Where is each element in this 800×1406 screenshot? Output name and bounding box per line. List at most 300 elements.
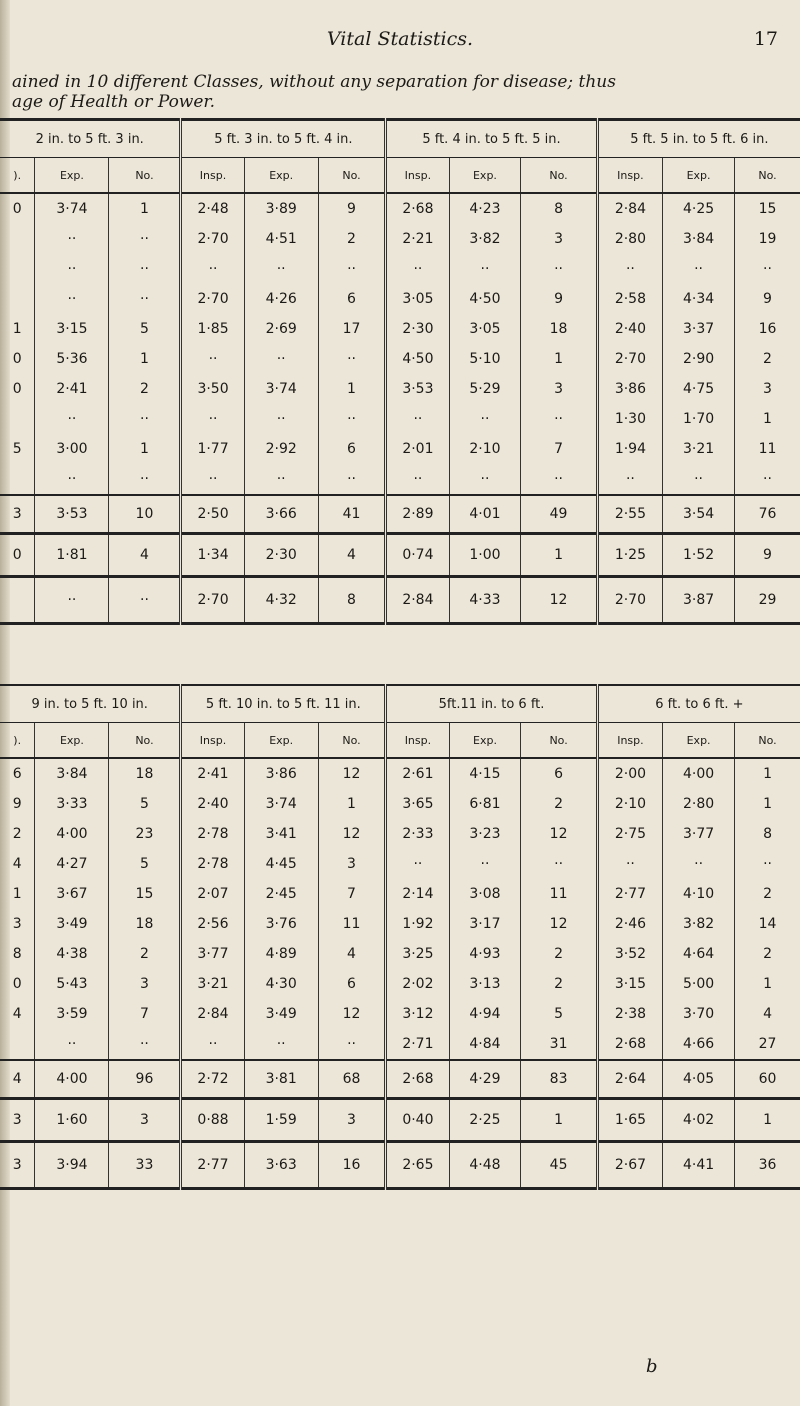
table-cell: 19 xyxy=(735,224,800,254)
table-cell: 2·67 xyxy=(597,1142,662,1189)
table-cell: 3 xyxy=(735,374,800,404)
table-cell: 9 xyxy=(735,534,800,577)
table-cell: 1 xyxy=(109,434,181,464)
table-cell: 3·94 xyxy=(35,1142,109,1189)
table-cell: 7 xyxy=(318,879,386,909)
table-cell: 4·15 xyxy=(449,758,521,789)
table-cell: 1·94 xyxy=(597,434,662,464)
table-cell xyxy=(0,1029,35,1060)
table-cell: 2·68 xyxy=(597,1029,662,1060)
table-cell: 9 xyxy=(318,193,386,224)
table-row xyxy=(0,789,800,819)
table-row xyxy=(0,374,800,404)
table-cell: ·· xyxy=(449,464,521,495)
table-cell: ·· xyxy=(244,344,318,374)
table-cell: 2·68 xyxy=(386,193,449,224)
table-cell: 3·84 xyxy=(35,758,109,789)
table-row xyxy=(0,758,800,789)
table-cell: 4·50 xyxy=(449,284,521,314)
table-cell: 2·89 xyxy=(386,495,449,534)
table-cell: ·· xyxy=(181,1029,244,1060)
table-cell: 5·00 xyxy=(663,969,735,999)
table-cell: 5·29 xyxy=(449,374,521,404)
table-cell: 4·00 xyxy=(35,819,109,849)
table-cell: 4·51 xyxy=(244,224,318,254)
table-cell: 8 xyxy=(12,946,22,962)
table-cell: 3·23 xyxy=(449,819,521,849)
height-class-header: 6 ft. to 6 ft. + xyxy=(597,685,800,723)
table-cell: 15 xyxy=(109,879,181,909)
summary-row xyxy=(0,1099,800,1142)
table-cell: 4·34 xyxy=(663,284,735,314)
table-cell: 1 xyxy=(521,534,597,577)
table-cell: ·· xyxy=(318,254,386,284)
table-cell: 2·72 xyxy=(181,1060,244,1099)
table-cell: 12 xyxy=(318,758,386,789)
height-class-header: 5 ft. 10 in. to 5 ft. 11 in. xyxy=(181,685,386,723)
table-cell: 4 xyxy=(735,999,800,1029)
table-cell: ·· xyxy=(386,404,449,434)
table-cell: 1·30 xyxy=(597,404,662,434)
table-cell: 45 xyxy=(521,1142,597,1189)
table-cell: 3·77 xyxy=(181,939,244,969)
table-cell: ·· xyxy=(181,404,244,434)
table-cell: 4·23 xyxy=(449,193,521,224)
table-cell: 2·33 xyxy=(386,819,449,849)
table-cell: ·· xyxy=(318,1029,386,1060)
vital-capacity-table-upper xyxy=(0,118,800,625)
table-cell: ·· xyxy=(597,254,662,284)
table-cell: 1 xyxy=(109,344,181,374)
table-cell: ·· xyxy=(35,224,109,254)
table-cell: 2·02 xyxy=(386,969,449,999)
table-cell: 4 xyxy=(0,1060,35,1099)
table-cell: ·· xyxy=(181,254,244,284)
table-cell: 18 xyxy=(109,758,181,789)
table-cell: ·· xyxy=(35,284,109,314)
table-cell: 36 xyxy=(735,1142,800,1189)
table-cell: 4·41 xyxy=(663,1142,735,1189)
table-cell: ·· xyxy=(109,284,181,314)
table-row xyxy=(0,969,800,999)
table-cell: ·· xyxy=(386,254,449,284)
table-cell: 2 xyxy=(735,344,800,374)
table-cell: 1·25 xyxy=(597,534,662,577)
table-cell: 2·61 xyxy=(386,758,449,789)
table-cell: 8 xyxy=(521,193,597,224)
table-cell: 1·70 xyxy=(663,404,735,434)
table-cell: 3·21 xyxy=(663,434,735,464)
table-cell: 15 xyxy=(735,193,800,224)
table-cell: 2·80 xyxy=(663,789,735,819)
column-header: No. xyxy=(521,723,597,759)
table-row xyxy=(0,193,800,224)
table-cell: 3·86 xyxy=(244,758,318,789)
table-cell: ·· xyxy=(109,404,181,434)
table-cell: 5·43 xyxy=(35,969,109,999)
table-cell: ·· xyxy=(109,224,181,254)
table-cell: ·· xyxy=(449,404,521,434)
table-cell: 3 xyxy=(521,374,597,404)
table-cell: 4·94 xyxy=(449,999,521,1029)
column-header: Exp. xyxy=(35,158,109,194)
table-cell: 9 xyxy=(735,284,800,314)
table-cell: 2·90 xyxy=(663,344,735,374)
table-cell: ·· xyxy=(386,849,449,879)
table-cell: 3·15 xyxy=(597,969,662,999)
column-header: Exp. xyxy=(449,723,521,759)
table-cell: 1·00 xyxy=(449,534,521,577)
table-cell: 3·21 xyxy=(181,969,244,999)
table-cell: 6 xyxy=(318,284,386,314)
table-cell: 4 xyxy=(318,939,386,969)
table-cell: ·· xyxy=(244,1029,318,1060)
table-cell: 1 xyxy=(521,344,597,374)
column-header: No. xyxy=(109,723,181,759)
table-cell: 3 xyxy=(0,1099,35,1142)
table-cell: 1 xyxy=(521,1099,597,1142)
table-cell: ·· xyxy=(735,464,800,495)
table-cell: 4·00 xyxy=(35,1060,109,1099)
table-cell: 1 xyxy=(318,374,386,404)
table-cell: ·· xyxy=(35,1029,109,1060)
table-cell: 2 xyxy=(109,939,181,969)
table-cell: 5 xyxy=(109,849,181,879)
table-cell: 1 xyxy=(318,789,386,819)
column-header: No. xyxy=(318,158,386,194)
height-class-header: 9 in. to 5 ft. 10 in. xyxy=(0,685,181,723)
table-cell: 3·37 xyxy=(663,314,735,344)
table-cell: 2·64 xyxy=(597,1060,662,1099)
table-cell: 3·59 xyxy=(35,999,109,1029)
column-header: Insp. xyxy=(597,723,662,759)
table-cell: 2·00 xyxy=(597,758,662,789)
table-cell: 41 xyxy=(318,495,386,534)
table-cell: 1 xyxy=(12,321,22,337)
summary-row xyxy=(0,577,800,624)
table-cell: 3·25 xyxy=(386,939,449,969)
height-class-header: 5 ft. 5 in. to 5 ft. 6 in. xyxy=(597,120,800,158)
table-cell: 2·14 xyxy=(386,879,449,909)
table-cell: 3·66 xyxy=(244,495,318,534)
table-cell: 3·54 xyxy=(663,495,735,534)
table-cell: 11 xyxy=(521,879,597,909)
table-cell: ·· xyxy=(109,1029,181,1060)
table-cell: 3·00 xyxy=(35,434,109,464)
table-cell: 4·33 xyxy=(449,577,521,624)
table-cell: ·· xyxy=(181,344,244,374)
table-cell xyxy=(0,284,35,314)
table-cell: 3·12 xyxy=(386,999,449,1029)
table-cell: 3·49 xyxy=(244,999,318,1029)
table-cell: ·· xyxy=(181,464,244,495)
table-row xyxy=(0,344,800,374)
table-cell: ·· xyxy=(597,464,662,495)
table-row xyxy=(0,909,800,939)
table-cell: 68 xyxy=(318,1060,386,1099)
table-cell: 3·74 xyxy=(35,193,109,224)
column-header: Insp. xyxy=(597,158,662,194)
table-cell: 2·56 xyxy=(181,909,244,939)
column-header: Exp. xyxy=(449,158,521,194)
table-cell: 7 xyxy=(521,434,597,464)
table-cell: 2 xyxy=(109,374,181,404)
column-header: No. xyxy=(318,723,386,759)
table-cell: 2·41 xyxy=(181,758,244,789)
signature-mark: b xyxy=(646,1356,658,1377)
table-cell: 1 xyxy=(109,193,181,224)
table-cell: 2·10 xyxy=(449,434,521,464)
table-row xyxy=(0,464,800,495)
table-cell: 4·66 xyxy=(663,1029,735,1060)
table-cell: ·· xyxy=(386,464,449,495)
table-cell: 2·30 xyxy=(244,534,318,577)
table-cell: 3·50 xyxy=(181,374,244,404)
table-cell: 2·50 xyxy=(181,495,244,534)
table-cell: ·· xyxy=(449,849,521,879)
table-cell: 2·78 xyxy=(181,849,244,879)
column-header-row xyxy=(0,723,800,759)
table-cell: 12 xyxy=(521,819,597,849)
table-cell: 33 xyxy=(109,1142,181,1189)
table-cell: 6 xyxy=(318,434,386,464)
table-cell: 3·52 xyxy=(597,939,662,969)
table-cell: ·· xyxy=(35,577,109,624)
table-cell xyxy=(0,254,35,284)
table-cell: 18 xyxy=(521,314,597,344)
table-cell: 76 xyxy=(735,495,800,534)
table-cell: 3·33 xyxy=(35,789,109,819)
summary-row xyxy=(0,534,800,577)
table-cell: 3 xyxy=(109,1099,181,1142)
table-cell: 9 xyxy=(521,284,597,314)
table-cell: 1·60 xyxy=(35,1099,109,1142)
table-row xyxy=(0,879,800,909)
table-cell: 29 xyxy=(735,577,800,624)
table-cell: 2·25 xyxy=(449,1099,521,1142)
table-cell: 3·53 xyxy=(35,495,109,534)
table-row xyxy=(0,284,800,314)
table-cell: 2·70 xyxy=(181,224,244,254)
table-cell: 1·34 xyxy=(181,534,244,577)
table-cell: 6 xyxy=(12,766,22,782)
table-cell: ·· xyxy=(521,464,597,495)
table-row xyxy=(0,819,800,849)
table-cell: 6·81 xyxy=(449,789,521,819)
table-cell: 27 xyxy=(735,1029,800,1060)
summary-row xyxy=(0,1142,800,1189)
table-cell: 3 xyxy=(318,849,386,879)
column-header: Insp. xyxy=(181,723,244,759)
table-cell: ·· xyxy=(663,849,735,879)
table-cell: 4·64 xyxy=(663,939,735,969)
table-cell xyxy=(0,577,35,624)
table-cell: 1·52 xyxy=(663,534,735,577)
table-cell: 2·69 xyxy=(244,314,318,344)
table-cell: 2·70 xyxy=(181,284,244,314)
table-cell: 11 xyxy=(735,434,800,464)
table-cell: 2 xyxy=(735,879,800,909)
column-header: Exp. xyxy=(244,158,318,194)
table-cell: 1·85 xyxy=(181,314,244,344)
table-cell: 1 xyxy=(735,969,800,999)
table-cell: 1 xyxy=(12,886,22,902)
table-cell: 4·84 xyxy=(449,1029,521,1060)
table-cell: 60 xyxy=(735,1060,800,1099)
table-cell: 2·30 xyxy=(386,314,449,344)
column-header: No. xyxy=(735,158,800,194)
column-header: Exp. xyxy=(663,723,735,759)
page-header xyxy=(0,28,800,54)
table-cell: 8 xyxy=(735,819,800,849)
table-cell: 5 xyxy=(109,789,181,819)
table-cell: 0·40 xyxy=(386,1099,449,1142)
column-header: No. xyxy=(521,158,597,194)
table-cell: 3 xyxy=(0,1142,35,1189)
height-class-header: 5ft.11 in. to 6 ft. xyxy=(386,685,597,723)
table-cell: 0·88 xyxy=(181,1099,244,1142)
table-cell: 4·75 xyxy=(663,374,735,404)
table-cell: 3·53 xyxy=(386,374,449,404)
table-cell: 6 xyxy=(521,758,597,789)
table-cell: 6 xyxy=(318,969,386,999)
table-cell: 23 xyxy=(109,819,181,849)
table-cell: 4·10 xyxy=(663,879,735,909)
table-cell: 83 xyxy=(521,1060,597,1099)
table-cell: 4·29 xyxy=(449,1060,521,1099)
table-cell: 3·82 xyxy=(663,909,735,939)
table-cell: 2·55 xyxy=(597,495,662,534)
group-header-row xyxy=(0,120,800,158)
table-cell: 18 xyxy=(109,909,181,939)
total-row xyxy=(0,1060,800,1099)
table-cell: 3 xyxy=(12,916,22,932)
table-cell: 2 xyxy=(521,939,597,969)
column-header: Insp. xyxy=(181,158,244,194)
table-cell: 2·65 xyxy=(386,1142,449,1189)
table-cell: 1·59 xyxy=(244,1099,318,1142)
table-cell: 2·48 xyxy=(181,193,244,224)
vital-capacity-table-lower xyxy=(0,684,800,1190)
table-cell: 3·87 xyxy=(663,577,735,624)
table-cell: ·· xyxy=(663,254,735,284)
column-header: Exp. xyxy=(663,158,735,194)
table-cell: 2·58 xyxy=(597,284,662,314)
table-cell: 5·36 xyxy=(35,344,109,374)
height-class-header: 5 ft. 3 in. to 5 ft. 4 in. xyxy=(181,120,386,158)
table-cell: 1 xyxy=(735,1099,800,1142)
table-cell xyxy=(0,224,35,254)
table-cell: 31 xyxy=(521,1029,597,1060)
table-cell: 2·40 xyxy=(181,789,244,819)
table-cell: 2·07 xyxy=(181,879,244,909)
page-number: 17 xyxy=(753,28,778,50)
table-cell: 7 xyxy=(109,999,181,1029)
table-cell: ·· xyxy=(318,344,386,374)
table-cell: 1·92 xyxy=(386,909,449,939)
table-cell: 12 xyxy=(318,999,386,1029)
table-cell: 4 xyxy=(12,856,22,872)
column-header: ). xyxy=(0,723,35,759)
table-cell: 2·84 xyxy=(386,577,449,624)
table-cell: ·· xyxy=(244,404,318,434)
table-cell: 11 xyxy=(318,909,386,939)
table-cell: 3·63 xyxy=(244,1142,318,1189)
table-cell: 12 xyxy=(318,819,386,849)
table-cell: ·· xyxy=(735,254,800,284)
column-header: Exp. xyxy=(244,723,318,759)
table-cell: 3·77 xyxy=(663,819,735,849)
table-row xyxy=(0,224,800,254)
height-class-header: 5 ft. 4 in. to 5 ft. 5 in. xyxy=(386,120,597,158)
table-cell: 4·38 xyxy=(35,939,109,969)
intro-text xyxy=(12,72,792,112)
table-cell: 14 xyxy=(735,909,800,939)
table-cell: 1 xyxy=(735,758,800,789)
table-cell: ·· xyxy=(244,464,318,495)
table-cell: 10 xyxy=(109,495,181,534)
table-cell: 2 xyxy=(318,224,386,254)
table-cell: 3 xyxy=(318,1099,386,1142)
height-class-header: 2 in. to 5 ft. 3 in. xyxy=(0,120,181,158)
table-cell: 12 xyxy=(521,577,597,624)
table-row xyxy=(0,314,800,344)
table-cell: 1·65 xyxy=(597,1099,662,1142)
table-cell: 0 xyxy=(12,381,22,397)
table-cell: 5·10 xyxy=(449,344,521,374)
table-cell: 5 xyxy=(109,314,181,344)
table-cell: 2·80 xyxy=(597,224,662,254)
table-cell: 3·89 xyxy=(244,193,318,224)
table-cell: 96 xyxy=(109,1060,181,1099)
table-cell: ·· xyxy=(109,577,181,624)
table-cell: ·· xyxy=(109,464,181,495)
table-cell: 2·70 xyxy=(181,577,244,624)
table-cell: 2·71 xyxy=(386,1029,449,1060)
table-cell: 4·27 xyxy=(35,849,109,879)
intro-line-2: age of Health or Power. xyxy=(12,92,216,112)
table-cell: 4·01 xyxy=(449,495,521,534)
table-cell: 2·46 xyxy=(597,909,662,939)
table-cell xyxy=(0,464,35,495)
table-cell: 0 xyxy=(12,201,22,217)
column-header: Exp. xyxy=(35,723,109,759)
table-cell: ·· xyxy=(449,254,521,284)
table-cell: 3·15 xyxy=(35,314,109,344)
table-cell: ·· xyxy=(109,254,181,284)
table-cell: 3·84 xyxy=(663,224,735,254)
table-cell: 3·17 xyxy=(449,909,521,939)
table-cell: 3·65 xyxy=(386,789,449,819)
table-cell: 4·50 xyxy=(386,344,449,374)
table-cell: 9 xyxy=(12,796,22,812)
table-cell: 3·81 xyxy=(244,1060,318,1099)
table-row xyxy=(0,254,800,284)
table-cell: 12 xyxy=(521,909,597,939)
table-cell: 4 xyxy=(12,1006,22,1022)
table-row xyxy=(0,434,800,464)
table-cell: 2·38 xyxy=(597,999,662,1029)
table-cell: 1 xyxy=(735,404,800,434)
table-row xyxy=(0,404,800,434)
table-cell: 2·21 xyxy=(386,224,449,254)
table-cell: 3·74 xyxy=(244,789,318,819)
table-cell: 2·40 xyxy=(597,314,662,344)
column-header: Insp. xyxy=(386,158,449,194)
table-cell: 4·26 xyxy=(244,284,318,314)
table-cell: 2 xyxy=(521,789,597,819)
table-cell: ·· xyxy=(318,464,386,495)
